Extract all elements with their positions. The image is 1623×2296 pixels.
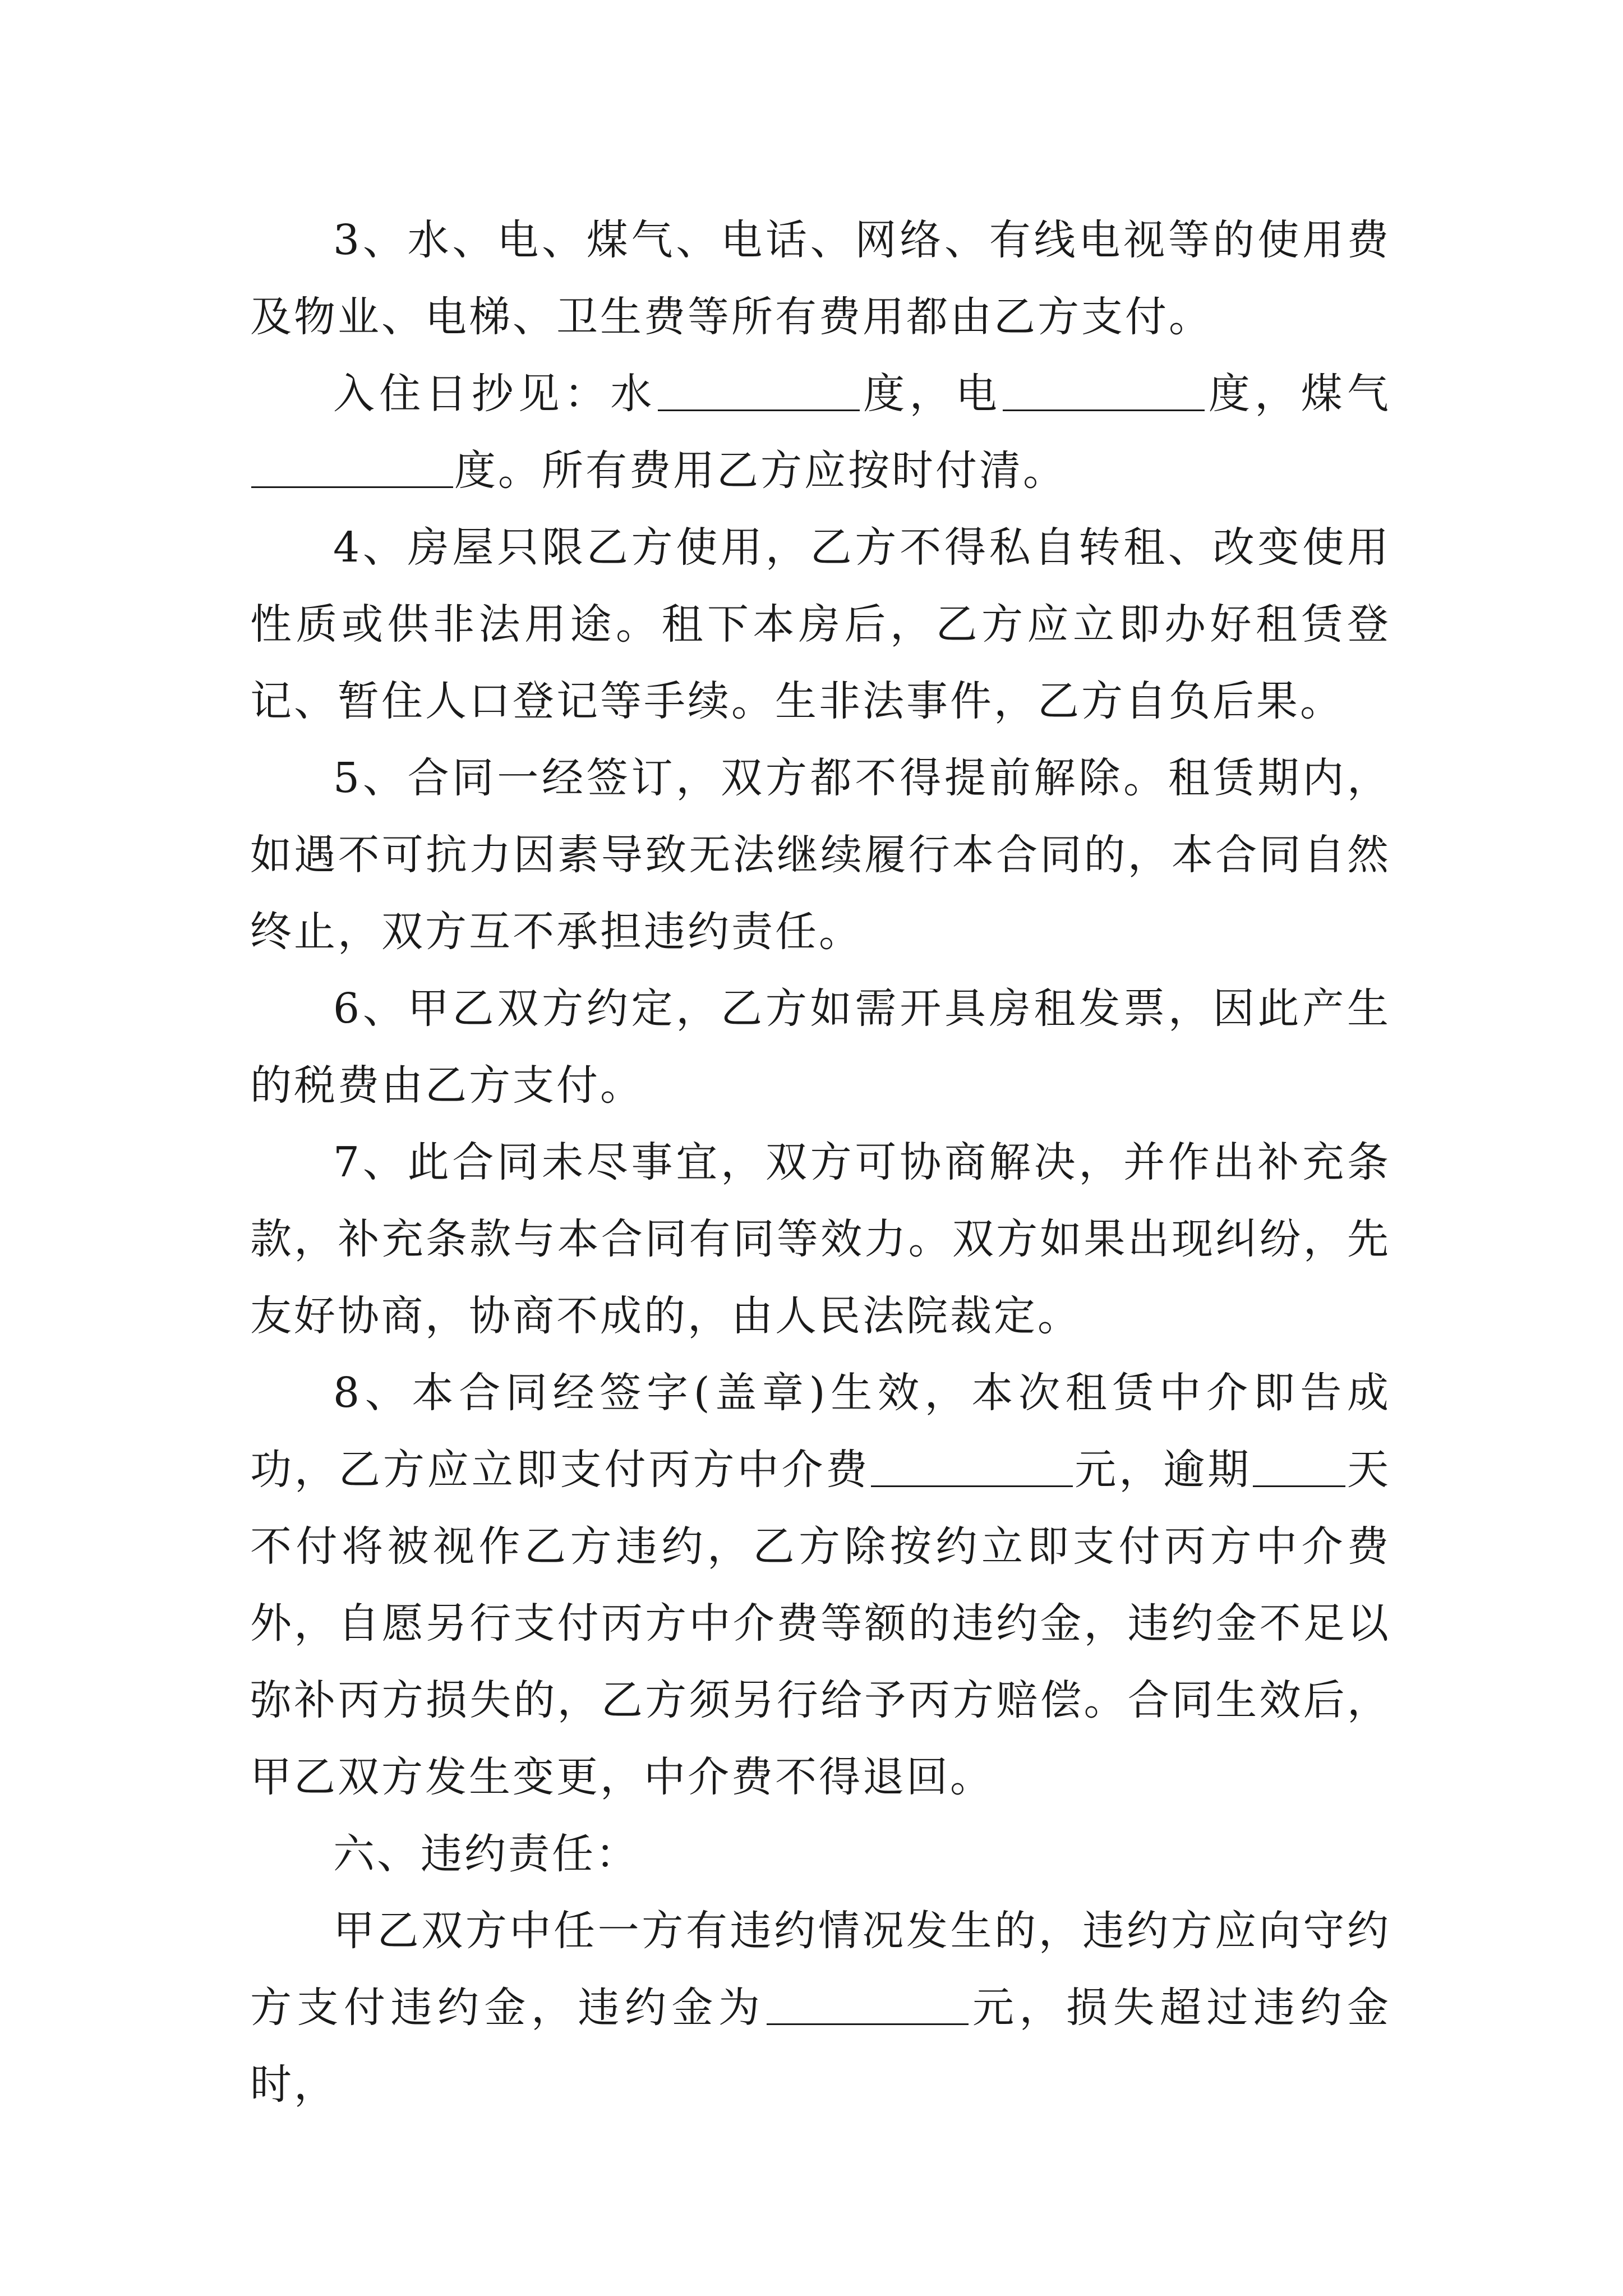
clause-8-text-start: 8、本合同经签字(盖章)生效，本次租赁中介即告成功，乙方应立即支付丙方中介费 (250, 1369, 1391, 1494)
clause-6-invoice (250, 970, 1391, 1124)
section-6-title: 六、违约责任： (333, 1830, 639, 1878)
breach-text-start: 甲乙双方中任一方有违约情况发生的，违约方应向守约方支付违约金，违约金为 (250, 1907, 1391, 2032)
water-reading-blank (658, 370, 860, 411)
clause-8-agency-fee (250, 1355, 1391, 1816)
meter-water-label: 入住日抄见：水 (333, 370, 657, 418)
clause-4-usage (250, 509, 1391, 740)
clause-7-disputes (250, 1124, 1391, 1355)
clause-3-text: 3、水、电、煤气、电话、网络、有线电视等的使用费及物业、电梯、卫生费等所有费用都由乙方支付。 (250, 216, 1391, 341)
clause-6-text: 6、甲乙双方约定，乙方如需开具房租发票，因此产生的税费由乙方支付。 (250, 984, 1391, 1110)
document-body (250, 202, 1391, 2123)
clause-8-text-end: 天不付将被视作乙方违约，乙方除按约立即支付丙方中介费外，自愿另行支付丙方中介费等额的违约金，违约金不足以弥补丙方损失的，乙方须另行给予丙方赔偿。合同生效后，甲乙双方发生变更，中介费不得退回。 (250, 1446, 1391, 1801)
clause-5-text: 5、合同一经签订，双方都不得提前解除。租赁期内，如遇不可抗力因素导致无法继续履行本合同的，本合同自然终止，双方互不承担违约责任。 (250, 754, 1391, 956)
meter-electric-label: 度，电 (860, 370, 1002, 418)
clause-5-termination (250, 740, 1391, 970)
electric-reading-blank (1003, 370, 1205, 411)
overdue-days-blank (1253, 1446, 1345, 1487)
clause-4-text: 4、房屋只限乙方使用，乙方不得私自转租、改变使用性质或供非法用途。租下本房后，乙方应立即办好租赁登记、暂住人口登记等手续。生非法事件，乙方自负后果。 (250, 523, 1391, 725)
breach-liability-paragraph (250, 1893, 1391, 2123)
gas-reading-blank (251, 447, 453, 488)
meter-gas-label: 度，煤气 (1206, 370, 1391, 418)
clause-3-fees (250, 202, 1391, 356)
penalty-amount-blank (767, 1984, 969, 2025)
agency-fee-blank (871, 1446, 1073, 1487)
clause-8-overdue-label: 元，逾期 (1074, 1446, 1252, 1494)
section-6-heading (250, 1816, 1391, 1893)
breach-text-end: 元，损失超过违约金时， (250, 1984, 1391, 2109)
meter-closing-text: 度。所有费用乙方应按时付清。 (454, 447, 1067, 495)
meter-readings-paragraph (250, 356, 1391, 509)
clause-7-text: 7、此合同未尽事宜，双方可协商解决，并作出补充条款，补充条款与本合同有同等效力。双方如果出现纠纷，先友好协商，协商不成的，由人民法院裁定。 (250, 1138, 1391, 1340)
